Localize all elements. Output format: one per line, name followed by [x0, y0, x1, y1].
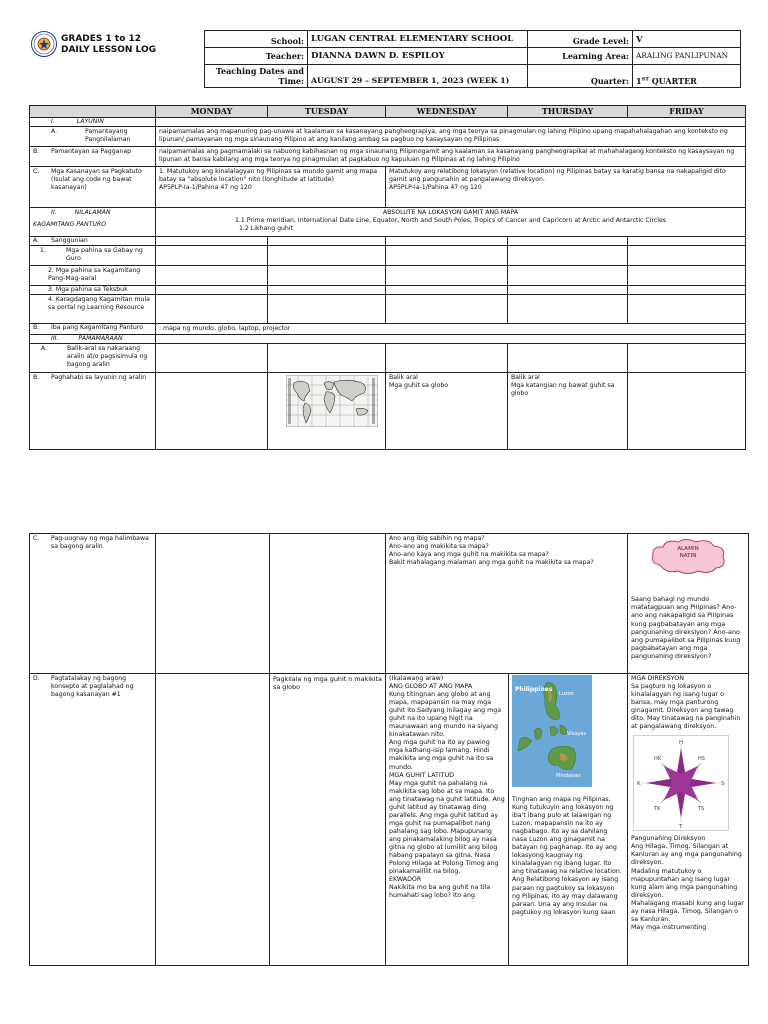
map-luzon-label: Luzon [559, 691, 574, 697]
row-sanggunian-label [30, 237, 156, 246]
pagtatalakay-title: Pagtatalakay ng bagong konsepto at paglalahad ng bagong kasanayan #1 [51, 675, 134, 698]
alamin-line2: NATIN [679, 553, 697, 559]
form-title-line2: DAILY LESSON LOG [61, 45, 156, 55]
row-paghahabi-label [30, 372, 156, 449]
layunin-number: I. [51, 118, 55, 125]
world-map-sketch [286, 375, 378, 427]
day-header-friday: FRIDAY [628, 106, 746, 118]
paghahabi-number: B. [33, 373, 40, 381]
karagdagang-wed [386, 295, 508, 324]
kagamitan-mon [156, 266, 268, 286]
map-title-label: Philippines [515, 686, 553, 693]
sanggunian-tue [268, 237, 386, 246]
wed-paragraph-1: Kung titingnan ang globo at ang mapa, mapapansin na may mga guhit ito.Sadyang inilagay ang mga guhit na ito upang higit na maunawaan ang mundo na siyang kinakatawan nito. [389, 691, 502, 739]
karagdagang-tue [268, 295, 386, 324]
wed-paragraph-4: Nakikita mo ba ang guhit na tila humahati sag lobo? Ito ang [389, 884, 491, 900]
pag-uugnay-tue [270, 534, 386, 674]
wed-day-note: (Ikalawang araw) [389, 675, 444, 682]
kasanayan-mon-tue [156, 167, 386, 208]
alamin-line1: ALAMIN [677, 546, 699, 552]
pag-uugnay-question-2: Ano-ano ang makikita sa mapa? [389, 542, 489, 550]
sanggunian-thu [508, 237, 628, 246]
row-balik-aral-label [30, 343, 156, 372]
gabay-tue [268, 246, 386, 266]
iba-pang-text: : mapa ng mundo, globo, laptop, projector [156, 324, 746, 335]
teacher-value: DIANNA DAWN D. ESPILOY [308, 48, 528, 65]
layunin-title: LAYUNIN [76, 118, 104, 125]
wed-heading-latitud: MGA GUHIT LATITUD [389, 771, 455, 779]
deped-seal [31, 31, 57, 57]
pagtatalakay-wed [386, 674, 509, 966]
form-title [61, 34, 156, 56]
pag-uugnay-wed-thu [386, 534, 628, 674]
row-pagganap-label [30, 147, 156, 167]
thu-paragraph-1: Tingnan ang mapa ng Pilipinas. Kung tutukuyin ang lokasyon ng iba't ibang pulo at lalawigan ng Luzon, mapapansin na ito ay nagbabago. Ito ay sa dahilang nasa Luzon ang ginagamit na batayan ng paghanap. Ito ay ang lokasyong kaugnay ng kinalalagyan ng ibang lugar. Ito ang tinatawag na relative location. [512, 796, 622, 876]
row-karagdagang-label: 4. Karagdagang Kagamitan mula sa portal ng Learning Resource [30, 295, 156, 324]
map-mindanao-label: Mindanao [556, 773, 581, 779]
pagganap-title: Pamantayan sa Pagganap [51, 148, 132, 155]
compass-west-label: K [637, 781, 641, 788]
fri-paragraph-4: Mahalagang masabi kung ang lugar ay nasa Hilaga, Timog, Silangan o sa Kanluran. [631, 899, 744, 923]
karagdagang-mon [156, 295, 268, 324]
nilalaman-subtopic-2: 1.2 Likhang guhit [239, 224, 294, 232]
pagtatalakay-tue: Pagkilala ng mga guhit n makikita sa globo [270, 674, 386, 966]
wed-paragraph-2: Ang mga guhit na ito ay pawing mga kathang-isip lamang. Hindi makikita ang mga guhit na ito sa mundo. [389, 739, 494, 771]
compass-south-label: T [679, 824, 683, 831]
kagamitan-thu [508, 266, 628, 286]
paghahabi-wed-line2: Mga guhit sa globo [389, 381, 449, 389]
quarter-label: Quarter: [528, 65, 633, 88]
balik-aral-thu [508, 343, 628, 372]
pag-uugnay-question-3: Ano-ano kaya ang mga guhit na makikita sa mapa? [389, 550, 549, 558]
iba-pang-title: Iba pang Kagamitang Panturo [51, 324, 143, 331]
fri-paragraph-3: Madaling matutukoy o mapupuntahan ang isang lugar kung alam ang mga pangunahing direksyon. [631, 867, 738, 899]
teksbuk-wed [386, 286, 508, 295]
nilalaman-topic: ABSOLUTE NA LOKASYON GAMIT ANG MAPA [382, 209, 519, 216]
teacher-label: Teacher: [205, 48, 308, 65]
paghahabi-thu-line2: Mga katangian ng bawat guhit sa globo [511, 381, 615, 397]
pangnilalaman-number: A. [51, 128, 58, 135]
lesson-log-table [29, 105, 746, 450]
row-gabay-label [30, 246, 156, 266]
philippine-map [512, 675, 592, 787]
dates-label: Teaching Dates and Time: [205, 65, 308, 88]
area-label: Learning Area: [528, 48, 633, 65]
row-layunin-content [156, 118, 746, 127]
sanggunian-mon [156, 237, 268, 246]
quarter-number: 1 [636, 75, 642, 86]
pag-uugnay-number: C. [33, 535, 40, 542]
gabay-mon [156, 246, 268, 266]
school-label: School: [205, 31, 308, 48]
paghahabi-mon [156, 372, 268, 449]
pamamaraan-number: III. [51, 334, 59, 342]
kagamitan-wed [386, 266, 508, 286]
gabay-number: 1. [40, 247, 46, 254]
sanggunian-title: Sanggunian [51, 237, 88, 244]
kasanayan-wed-fri-objective: Matutukoy ang relatibong lokasyon (relative location) ng Pilipinas batay sa karatig bansa na nakapaligid dito gamit ang pangunahin at pangalawang direksyon. [389, 168, 726, 183]
nilalaman-subtopic-1: 1.1 Prime meridian, International Date Line, Equator, North and South Poles, Tropics of Cancer and Capricorn at Arctic and Antarctic Circles [234, 216, 667, 224]
fri-paragraph-2: Ang Hilaga, Timog, Silangan at Kanluran ay ang mga pangunahing direksyon. [631, 843, 742, 867]
gabay-fri [628, 246, 746, 266]
header-table [204, 30, 741, 88]
row-nilalaman-label [30, 208, 156, 237]
paghahabi-wed [386, 372, 508, 449]
day-header-tuesday: TUESDAY [268, 106, 386, 118]
grade-value: V [633, 31, 741, 48]
balik-aral-wed [386, 343, 508, 372]
kasanayan-title: Mga Kasanayan sa Pagkatuto (Isulat ang code ng bawat kasanayan) [51, 168, 142, 191]
row-pamamaraan-label [30, 334, 156, 343]
row-teksbuk-label: 3. Mga pahina sa Teksbuk [30, 286, 156, 295]
pag-uugnay-question-4: Bakit mahalagang malaman ang mga guhit na makikita sa mapa? [389, 558, 594, 566]
sanggunian-wed [386, 237, 508, 246]
dates-value: AUGUST 29 – SEPTEMBER 1, 2023 (WEEK 1) [308, 65, 528, 88]
row-iba-pang-label [30, 324, 156, 335]
kagamitan-tue [268, 266, 386, 286]
wed-paragraph-3: May mga guhit na pahalang na makikita sag lobo at sa mapa. Ito ang tinatawag na guhit latitude. Ang guhit latitud ay tinatawag ding parallels. Ang mga guhit latitud ay mga guhit na pumapalibot nang pahalang sag lobo. Mapupunang ang pinakamalaking bilog ay nasa gitna ng globo at lumiliit ang bilog habang papalayo sa gitna. Nasa Polong Hilaga at Polong Timog ang pinakamaliliit na bilog. [389, 779, 505, 876]
gabay-thu [508, 246, 628, 266]
quarter-suffix: ST [641, 76, 649, 83]
pag-uugnay-title: Pag-uugnay ng mga halimbawa sa bagong aralin [51, 535, 149, 550]
pagtatalakay-mon [156, 674, 270, 966]
paghahabi-title: Paghahabi sa layunin ng aralin [51, 373, 147, 381]
fri-heading-pangunahing: Pangunahing Direksyon [631, 835, 706, 843]
paghahabi-fri [628, 372, 746, 449]
compass-ne-label: HS [698, 756, 705, 763]
nilalaman-content [156, 208, 746, 237]
pag-uugnay-mon [156, 534, 270, 674]
row-pagtatalakay-label [30, 674, 156, 966]
pag-uugnay-question-1: Ano ang ibig sabihin ng mapa? [389, 535, 485, 542]
kasanayan-wed-fri-code: AP5PLP-Ia-1/Pahina 47 ng 120 [389, 183, 482, 191]
row-pangnilalaman-label [30, 127, 156, 147]
area-value: ARALING PANLIPUNAN [633, 48, 741, 65]
paghahabi-thu-line1: Balik aral [511, 373, 540, 381]
fri-heading-direksyon: MGA DIREKSYON [631, 675, 684, 682]
pagtatalakay-fri [628, 674, 749, 966]
pamamaraan-content [156, 334, 746, 343]
karagdagang-fri [628, 295, 746, 324]
paghahabi-thu [508, 372, 628, 449]
compass-nw-label: HK [654, 756, 662, 763]
balik-aral-fri [628, 343, 746, 372]
pagtatalakay-number: D. [33, 675, 40, 682]
paghahabi-wed-line1: Balik aral [389, 373, 418, 381]
kasanayan-wed-fri [386, 167, 746, 208]
teksbuk-tue [268, 286, 386, 295]
kagamitan-fri [628, 266, 746, 286]
row-kasanayan-label [30, 167, 156, 208]
fri-paragraph-5: May mga instrumenting [631, 923, 707, 931]
sanggunian-fri [628, 237, 746, 246]
alamin-natin-cloud [648, 537, 728, 577]
kasanayan-number: C. [33, 168, 40, 175]
kagamitang-panturo-label: KAGAMITANG PANTURO [33, 220, 107, 228]
wed-heading-globo: ANG GLOBO AT ANG MAPA [389, 683, 473, 691]
balik-aral-number: A. [41, 344, 48, 352]
kasanayan-mon-tue-objective: 1. Matutukoy ang kinalalagyan ng Pilipinas sa mundo gamit ang mapa batay sa "absolute location" nito (longhitude at latitude) [159, 168, 378, 183]
day-header-thursday: THURSDAY [508, 106, 628, 118]
wed-heading-ekwador: EKWADOR [389, 876, 422, 884]
teksbuk-fri [628, 286, 746, 295]
pamamaraan-title: PAMAMARAAN [78, 334, 123, 342]
form-title-line1: GRADES 1 to 12 [61, 34, 142, 44]
compass-sw-label: TK [654, 806, 661, 813]
karagdagang-thu [508, 295, 628, 324]
day-header-wednesday: WEDNESDAY [386, 106, 508, 118]
kasanayan-mon-tue-code: AP5PLP-Ia-1/Pahina 47 ng 120 [159, 183, 252, 191]
balik-aral-tue [268, 343, 386, 372]
paghahabi-tue [268, 372, 386, 449]
pangnilalaman-title: Pamantayang Pangnilalaman [85, 128, 131, 143]
compass-north-label: H [679, 740, 684, 747]
quarter-word: QUARTER [651, 75, 697, 86]
school-value: LUGAN CENTRAL ELEMENTARY SCHOOL [308, 31, 528, 48]
gabay-title: Mga pahina sa Gabay ng Guro [66, 247, 143, 262]
balik-aral-mon [156, 343, 268, 372]
nilalaman-title: NILALAMAN [74, 209, 111, 216]
iba-pang-number: B. [33, 324, 40, 331]
lesson-log-table-continued [29, 533, 749, 966]
compass-east-label: S [721, 781, 725, 788]
day-header-monday: MONDAY [156, 106, 268, 118]
gabay-wed [386, 246, 508, 266]
nilalaman-number: II. [51, 209, 57, 216]
pag-uugnay-fri [628, 534, 749, 674]
sanggunian-number: A. [33, 237, 40, 244]
compass-se-label: TS [698, 806, 705, 813]
pag-uugnay-fri-text: Saang bahagi ng mundo matatagpuan ang Pilipinas? Ano-ano ang nakapaligid sa Pilipinas kung pagbabatayan ang mga pangunahing direksiyon? Ano-ano ang pumapalibot sa Pilipinas kung pagbabatayan ang mga pangunahing direksiyon? [631, 595, 741, 661]
row-layunin-label [30, 118, 156, 127]
balik-aral-title: Balik-aral sa nakaraang aralin at/o pagsisimula ng bagong aralin [67, 344, 148, 368]
map-visayas-label: Visayas [567, 731, 586, 737]
compass-rose [633, 735, 729, 831]
pagtatalakay-thu [509, 674, 628, 966]
row-pag-uugnay-label [30, 534, 156, 674]
alamin-label [648, 546, 728, 560]
fri-paragraph-1: Sa pagturo ng lokasyon o kinalalagyan ng isang lugar o bansa, may mga panturong ginagamit. Direksyon ang tawag dito. May tinatawag na panginahin at pangalawang direksyon. [631, 683, 741, 731]
grade-label: Grade Level: [528, 31, 633, 48]
quarter-value [633, 65, 741, 88]
teksbuk-mon [156, 286, 268, 295]
teksbuk-thu [508, 286, 628, 295]
pagganap-text: naipamamalas ang pagmamalaki sa nabuong kabihasnan ng mga sinaunang Pilipinogamit ang kaalaman sa kasanayang pangheograpikal at mahahalagang konteksto ng kasaysayan ng lipunan at bansa kabilang ang mga teorya ng pinagmulan at pagkabuo ng kapuluan ng Pilipinas at ng lahing Pilipino [156, 147, 746, 167]
pangnilalaman-text: naipamamalas ang mapanuring pag-unawa at kaalaman sa kasanayang pangheograpiya, ang mga teorya sa pinagmulan ng lahing Pilipino upang mapahahalagahan ang konteksto ng lipunan/ pamayanan ng mga sinaunang Pilipino at ang kanilang ambag sa pagbuo ng kasaysayan ng Pilipinas [156, 127, 746, 147]
day-header-blank [30, 106, 156, 118]
thu-paragraph-2: Ang Relatibong lokasyon ay isang paraan ng pagtukoy sa lokasyon ng Pilipinas, ito ay may dalawang paraan. Una ay ang Insular na pagtukoy ng lokasyon kung saan [512, 876, 619, 916]
pagganap-number: B. [33, 148, 40, 155]
row-kagamitan-label: 2. Mga pahina sa Kagamitang Pang-Mag-aaral [30, 266, 156, 286]
